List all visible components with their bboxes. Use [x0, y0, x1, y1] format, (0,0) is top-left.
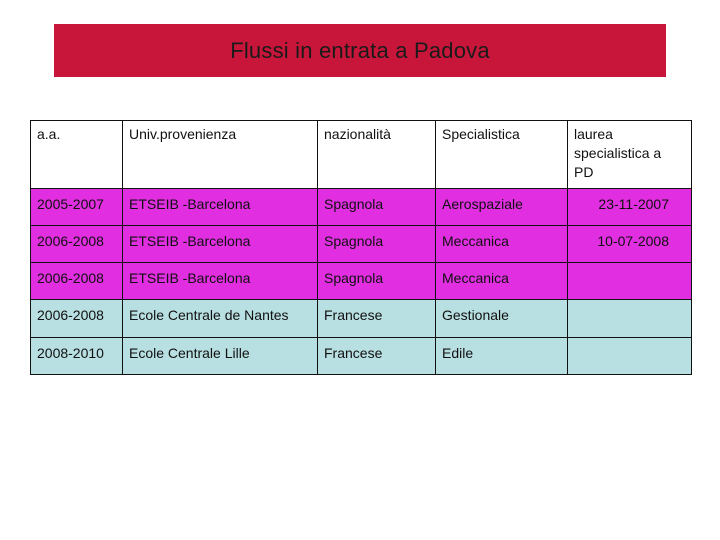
cell-univ: ETSEIB -Barcelona: [123, 189, 318, 226]
cell-aa: 2005-2007: [31, 189, 123, 226]
table-row: [31, 338, 692, 375]
cell-spec: Gestionale: [436, 300, 568, 338]
cell-laurea: [568, 338, 692, 375]
cell-spec: Aerospaziale: [436, 189, 568, 226]
table-row: [31, 226, 692, 263]
cell-laurea: 10-07-2008: [568, 226, 692, 263]
cell-aa: 2006-2008: [31, 263, 123, 300]
table-row: [31, 263, 692, 300]
header-specialistica: Specialistica: [436, 121, 568, 189]
header-nazionalita: nazionalità: [318, 121, 436, 189]
table-header-row: [31, 121, 692, 189]
cell-laurea: [568, 300, 692, 338]
cell-univ: Ecole Centrale de Nantes: [123, 300, 318, 338]
cell-aa: 2006-2008: [31, 226, 123, 263]
cell-univ: Ecole Centrale Lille: [123, 338, 318, 375]
cell-naz: Spagnola: [318, 189, 436, 226]
cell-naz: Spagnola: [318, 263, 436, 300]
table-row: [31, 189, 692, 226]
table-row: [31, 300, 692, 338]
header-laurea-specialistica: laurea specialistica a PD: [568, 121, 692, 189]
cell-laurea: [568, 263, 692, 300]
cell-univ: ETSEIB -Barcelona: [123, 226, 318, 263]
cell-aa: 2008-2010: [31, 338, 123, 375]
title-banner: [54, 24, 666, 77]
cell-naz: Spagnola: [318, 226, 436, 263]
page-title: Flussi in entrata a Padova: [230, 37, 490, 63]
cell-spec: Edile: [436, 338, 568, 375]
cell-univ: ETSEIB -Barcelona: [123, 263, 318, 300]
cell-laurea: 23-11-2007: [568, 189, 692, 226]
cell-naz: Francese: [318, 338, 436, 375]
cell-naz: Francese: [318, 300, 436, 338]
cell-aa: 2006-2008: [31, 300, 123, 338]
cell-spec: Meccanica: [436, 226, 568, 263]
header-aa: a.a.: [31, 121, 123, 189]
header-univ-provenienza: Univ.provenienza: [123, 121, 318, 189]
incoming-flows-table: [30, 120, 692, 375]
cell-spec: Meccanica: [436, 263, 568, 300]
